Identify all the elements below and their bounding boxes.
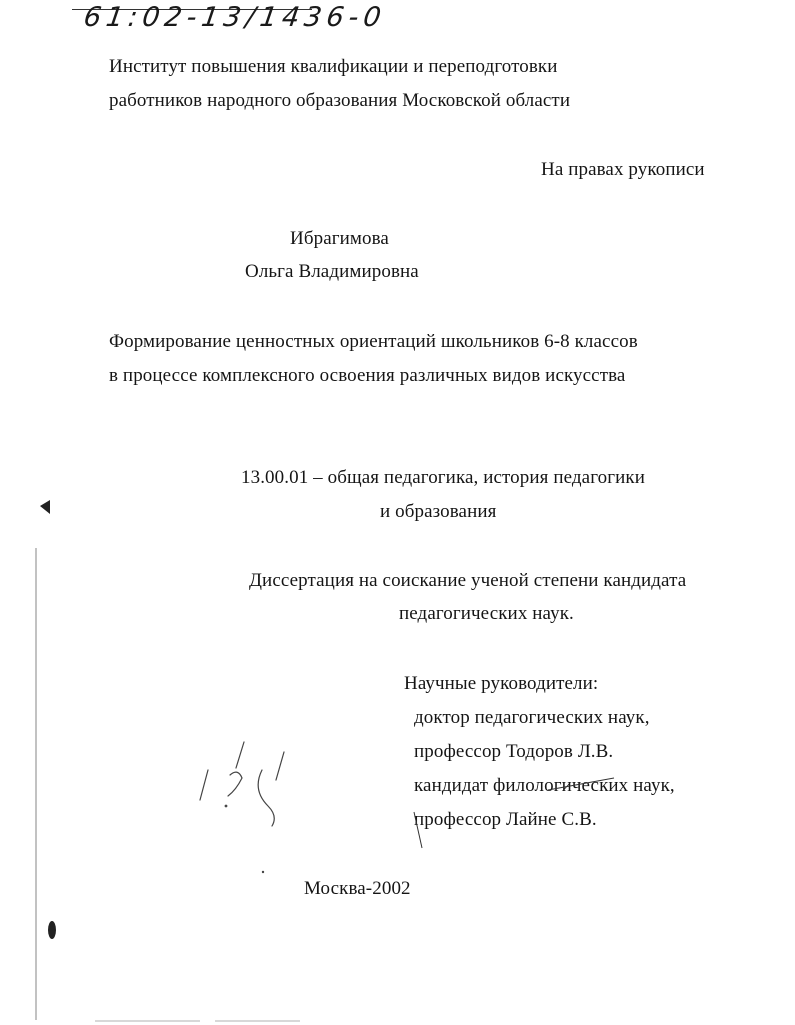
institution-line-2: работников народного образования Московской области (109, 90, 571, 111)
supervisor-2-name: профессор Лайне С.В. (414, 809, 597, 830)
archive-code: 61:02-13/1436-0 (81, 2, 388, 33)
title-line-2: в процессе комплексного освоения различных видов искусства (109, 365, 626, 386)
dissertation-line-2: педагогических наук. (399, 603, 574, 624)
pencil-page-count-mark (200, 742, 284, 873)
city-year: Москва-2002 (304, 878, 411, 899)
binding-hole-mark-bottom (48, 921, 56, 939)
supervisors-heading: Научные руководители: (404, 673, 599, 694)
supervisor-1-degree: доктор педагогических наук, (414, 707, 650, 728)
supervisor-2-degree: кандидат филологических наук, (414, 775, 675, 796)
author-given-names: Ольга Владимировна (245, 261, 419, 282)
institution-line-1: Институт повышения квалификации и переподготовки (109, 56, 558, 77)
dissertation-line-1: Диссертация на соискание ученой степени кандидата (249, 570, 687, 591)
specialty-line-1: 13.00.01 – общая педагогика, история педагогики (241, 467, 645, 488)
supervisor-1-name: профессор Тодоров Л.В. (414, 741, 614, 762)
author-surname: Ибрагимова (290, 228, 389, 249)
binding-hole-mark-top (40, 500, 50, 514)
title-line-1: Формирование ценностных ориентаций школьников 6-8 классов (109, 331, 638, 352)
specialty-line-2: и образования (380, 501, 497, 522)
rights-note: На правах рукописи (541, 159, 705, 180)
